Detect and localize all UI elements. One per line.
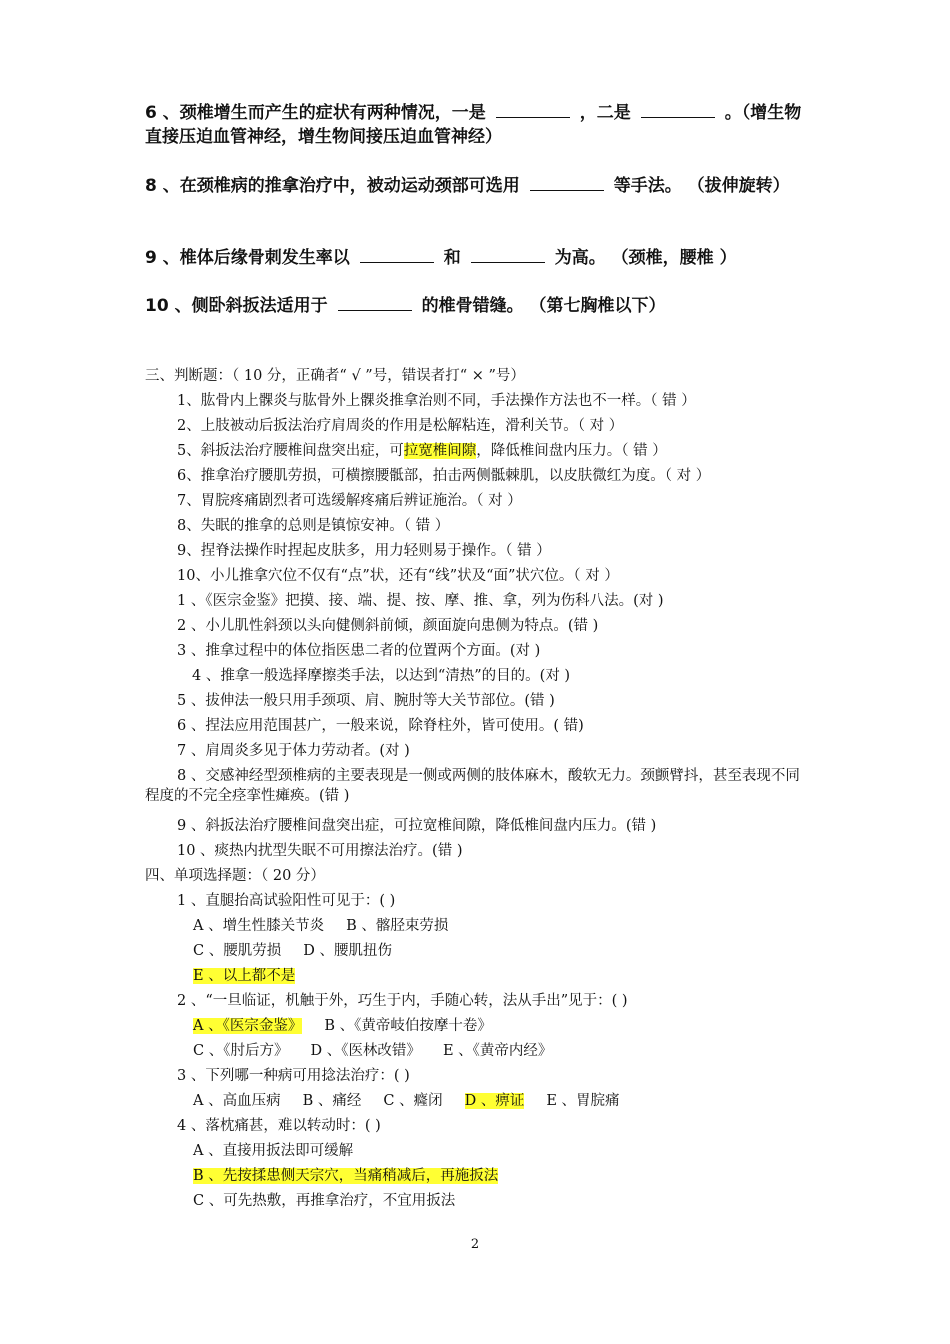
highlight-mark: 拉宽椎间隙: [403, 443, 477, 459]
option: E 、胃脘痛: [546, 1093, 620, 1109]
question-stem: 1 、直腿抬高试验阳性可见于：( ): [177, 893, 396, 909]
judge-item: 4 、推拿一般选择摩擦类手法，以达到“清热”的目的。(对 ): [192, 668, 571, 684]
judge-item: 1、肱骨内上髁炎与肱骨外上髁炎推拿治则不同，手法操作方法也不一样。（ 错 ）: [177, 393, 696, 409]
option: C 、癃闭: [383, 1093, 443, 1109]
judge-item: 5 、拔伸法一般只用手颈项、肩、腕肘等大关节部位。(错 ): [177, 693, 555, 709]
question-stem: 3 、下列哪一种病可用捻法治疗：( ): [177, 1068, 410, 1084]
judge-item: 3 、推拿过程中的体位指医患二者的位置两个方面。(对 ): [177, 643, 541, 659]
option-row: [193, 966, 295, 986]
answer-blank: [530, 172, 604, 191]
highlighted-answer: D 、痹证: [464, 1093, 525, 1109]
fill-item-8: 8 、在颈椎病的推拿治疗中，被动运动颈部可选用 等手法。 （拔伸旋转）: [145, 172, 815, 198]
option: C 、腰肌劳损: [193, 943, 282, 959]
highlighted-answer: B 、先按揉患侧天宗穴，当痛稍减后，再施扳法: [193, 1168, 499, 1184]
judge-item: 2 、小儿肌性斜颈以头向健侧斜前倾，颜面旋向患侧为特点。(错 ): [177, 618, 599, 634]
option: C 、可先热敷，再推拿治疗，不宜用扳法: [193, 1193, 456, 1209]
judge-item: 7、胃脘疼痛剧烈者可选缓解疼痛后辨证施治。（ 对 ）: [177, 493, 522, 509]
judge-item: 7 、肩周炎多见于体力劳动者。(对 ): [177, 743, 410, 759]
option: A 、直接用扳法即可缓解: [193, 1143, 354, 1159]
option-row: [193, 916, 448, 936]
option-row: [193, 1016, 492, 1036]
answer-blank: [641, 99, 715, 118]
judge-item: 5、斜扳法治疗腰椎间盘突出症，可拉宽椎间隙，降低椎间盘内压力。（ 错 ）: [177, 443, 667, 459]
option: A 、增生性膝关节炎: [193, 918, 325, 934]
judge-item: 10、小儿推拿穴位不仅有“点”状，还有“线”状及“面”状穴位。（ 对 ）: [177, 568, 619, 584]
fill-item-10: 10 、侧卧斜扳法适用于 的椎骨错缝。 （第七胸椎以下）: [145, 292, 815, 318]
judge-item: 6 、捏法应用范围甚广，一般来说，除脊柱外，皆可使用。( 错): [177, 718, 584, 734]
option: B 、髂胫束劳损: [346, 918, 449, 934]
answer-blank: [496, 99, 570, 118]
option: D 、腰肌扭伤: [303, 943, 392, 959]
judge-item: 6、推拿治疗腰肌劳损，可横擦腰骶部，拍击两侧骶棘肌，以皮肤微红为度。（ 对 ）: [177, 468, 711, 484]
judge-item: 10 、痰热内扰型失眠不可用擦法治疗。(错 ): [177, 843, 463, 859]
fill-item-9: 9 、椎体后缘骨刺发生率以 和 为高。 （颈椎，腰椎 ）: [145, 244, 815, 270]
judge-item: 8 、交感神经型颈椎病的主要表现是一侧或两侧的肢体麻木，酸软无力。颈颤臂抖，甚至表现不同程度的不完全痉挛性瘫痪。(错 ): [145, 768, 800, 804]
option-row: [193, 1191, 455, 1211]
option-row: [193, 1141, 353, 1161]
answer-blank: [360, 244, 434, 263]
answer-blank: [338, 292, 412, 311]
option: B 、痛经: [302, 1093, 362, 1109]
judge-item: 9、捏脊法操作时捏起皮肤多，用力轻则易于操作。（ 错 ）: [177, 543, 551, 559]
answer-blank: [471, 244, 545, 263]
highlighted-answer: E 、以上都不是: [193, 968, 296, 984]
highlighted-answer: A 、《医宗金鉴》: [193, 1018, 303, 1034]
option-row: [193, 1166, 498, 1186]
option-row: [193, 941, 392, 961]
question-stem: 2 、“一旦临证，机触于外，巧生于内，手随心转，法从手出”见于：( ): [177, 993, 628, 1009]
judge-item: 8、失眠的推拿的总则是镇惊安神。（ 错 ）: [177, 518, 450, 534]
option: E 、《黄帝内经》: [442, 1043, 553, 1059]
judge-item: 1 、《医宗金鉴》把摸、接、端、提、按、摩、推、拿，列为伤科八法。(对 ): [177, 593, 664, 609]
judge-item: 9 、斜扳法治疗腰椎间盘突出症，可拉宽椎间隙，降低椎间盘内压力。(错 ): [177, 818, 657, 834]
fill-item-6: 6 、颈椎增生而产生的症状有两种情况，一是 ，二是 。（增生物直接压迫血管神经，增生物间接压迫血管神经）: [145, 99, 815, 149]
judge-item: 2、上肢被动后扳法治疗肩周炎的作用是松解粘连，滑利关节。（ 对 ）: [177, 418, 624, 434]
option: B 、《黄帝岐伯按摩十卷》: [324, 1018, 492, 1034]
option: A 、高血压病: [193, 1093, 281, 1109]
page-number: 2: [470, 1237, 480, 1252]
option-row: [193, 1041, 552, 1061]
question-stem: 4 、落枕痛甚，难以转动时：( ): [177, 1118, 381, 1134]
option: C 、《肘后方》: [193, 1043, 289, 1059]
section-4-title: 四、单项选择题：（ 20 分）: [145, 868, 325, 884]
option: D 、《医林改错》: [310, 1043, 421, 1059]
section-3-title: 三、判断题：（ 10 分，正确者“ √ ”号，错误者打“ × ”号）: [145, 368, 525, 384]
option-row: [193, 1091, 620, 1111]
